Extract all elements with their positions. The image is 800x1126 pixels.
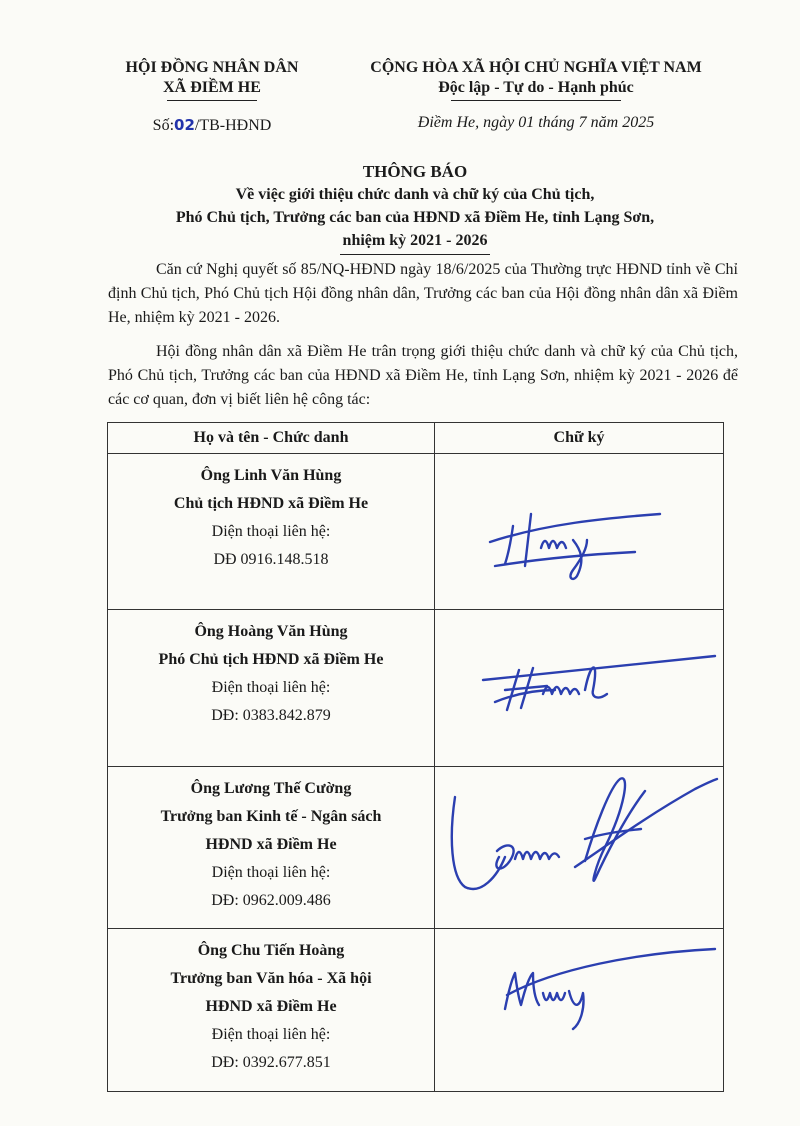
- table-header-row: [108, 423, 724, 454]
- official-name: Ông Hoàng Văn Hùng: [194, 623, 348, 640]
- table-row: [108, 610, 724, 767]
- official-name: Ông Linh Văn Hùng: [200, 467, 342, 484]
- signature-image: [435, 610, 727, 757]
- phone-label: Điện thoại liên hệ:: [211, 679, 331, 696]
- official-info: [108, 610, 435, 767]
- official-name: Ông Chu Tiến Hoàng: [197, 942, 345, 959]
- official-info: [108, 454, 435, 610]
- paragraph-legal-basis-text: Căn cứ Nghị quyết số 85/NQ-HĐND ngày 18/6/2025 của Thường trực HĐND tỉnh về Chỉ định Chủ tịch, Phó Chủ tịch Hội đồng nhân dân, Trưởng các ban của Hội đồng nhân dân xã Điềm He, nhiệm kỳ 2021 - 2026.: [108, 261, 738, 326]
- document-number: [92, 115, 332, 136]
- signature-cell: [435, 454, 724, 610]
- phone-number: DĐ 0916.148.518: [213, 551, 329, 568]
- document-number-prefix: Số:: [152, 117, 175, 134]
- subject-line-2: Phó Chủ tịch, Trưởng các ban của HĐND xã Điềm He, tỉnh Lạng Sơn,: [175, 209, 655, 226]
- signature-table: [107, 422, 724, 1092]
- official-role: Chủ tịch HĐND xã Điềm He: [173, 495, 369, 512]
- issuer-org-line1: HỘI ĐỒNG NHÂN DÂN: [125, 59, 299, 76]
- paragraph-legal-basis: [108, 258, 738, 330]
- official-role-line2: HĐND xã Điềm He: [205, 836, 337, 853]
- subject-line-3: nhiệm kỳ 2021 - 2026: [342, 232, 488, 249]
- signature-image: [435, 767, 727, 919]
- subject-line-1: Về việc giới thiệu chức danh và chữ ký của Chủ tịch,: [235, 186, 595, 203]
- official-role-line2: HĐND xã Điềm He: [205, 998, 337, 1015]
- document-number-suffix: /TB-HĐND: [194, 117, 272, 134]
- official-name: Ông Lương Thế Cường: [190, 780, 352, 797]
- national-motto: Độc lập - Tự do - Hạnh phúc: [438, 79, 634, 96]
- signature-cell: [435, 767, 724, 929]
- table-row: [108, 767, 724, 929]
- signature-image: [435, 454, 727, 600]
- phone-label: Diện thoại liên hệ:: [211, 864, 331, 881]
- issuer-block: [92, 58, 332, 136]
- column-header-name: Họ và tên - Chức danh: [108, 423, 435, 454]
- nation-name: CỘNG HÒA XÃ HỘI CHỦ NGHĨA VIỆT NAM: [370, 59, 702, 76]
- place-date: Điềm He, ngày 01 tháng 7 năm 2025: [417, 114, 655, 131]
- national-header: [336, 58, 736, 133]
- official-info: [108, 767, 435, 929]
- phone-label: Điện thoại liên hệ:: [211, 1026, 331, 1043]
- phone-label: Diện thoại liên hệ:: [211, 523, 331, 540]
- document-title: THÔNG BÁO: [362, 162, 468, 181]
- signature-cell: [435, 610, 724, 767]
- paragraph-introduction: [108, 340, 738, 412]
- signature-cell: [435, 929, 724, 1092]
- issuer-org-line2: XÃ ĐIỀM HE: [163, 79, 261, 96]
- table-row: [108, 454, 724, 610]
- phone-number: DĐ: 0383.842.879: [211, 707, 331, 724]
- phone-number: DĐ: 0962.009.486: [211, 892, 331, 909]
- phone-number: DĐ: 0392.677.851: [211, 1054, 331, 1071]
- paragraph-introduction-text: Hội đồng nhân dân xã Điềm He trân trọng giới thiệu chức danh và chữ ký của Chủ tịch, Phó Chủ tịch, Trưởng các ban của HĐND xã Điềm He, tỉnh Lạng Sơn, nhiệm kỳ 2021 - 2026 để các cơ quan, đơn vị biết liên hệ công tác:: [108, 343, 738, 408]
- official-role: Phó Chủ tịch HĐND xã Điềm He: [158, 651, 384, 668]
- title-underline: [340, 254, 490, 255]
- column-header-signature: Chữ ký: [435, 423, 724, 454]
- official-info: [108, 929, 435, 1092]
- motto-underline: [451, 100, 621, 101]
- table-row: [108, 929, 724, 1092]
- document-number-handwritten: 02: [174, 116, 195, 134]
- document-title-block: [100, 160, 730, 255]
- official-role: Trưởng ban Văn hóa - Xã hội: [170, 970, 372, 987]
- official-role: Trưởng ban Kinh tế - Ngân sách: [160, 808, 382, 825]
- issuer-underline: [167, 100, 257, 101]
- signature-image: [435, 929, 727, 1082]
